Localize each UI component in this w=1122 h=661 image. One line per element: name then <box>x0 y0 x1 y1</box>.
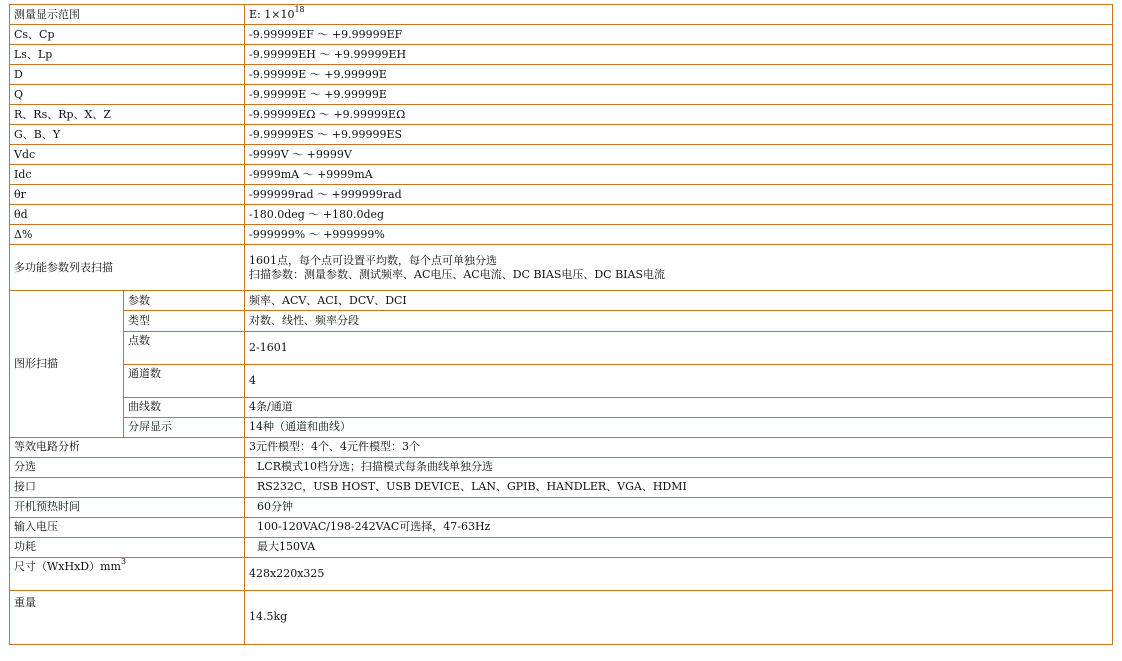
spec-row-vdc <box>10 145 1113 165</box>
spec-row-theta-d <box>10 205 1113 225</box>
sub-label: 点数 <box>124 331 245 364</box>
sub-label: 分屏显示 <box>124 417 245 437</box>
row-value <box>245 245 1113 291</box>
row-value: -9999V ～ +9999V <box>245 145 1113 165</box>
row-value <box>245 5 1113 25</box>
row-value: RS232C，USB HOST、USB DEVICE、LAN、GPIB、HANDLER、VGA、HDMI <box>245 477 1113 497</box>
sub-value: 14种（通道和曲线） <box>245 417 1113 437</box>
spec-row-graph-param <box>10 291 1113 311</box>
spec-row-equivalent-circuit <box>10 437 1113 457</box>
row-value: -999999% ～ +999999% <box>245 225 1113 245</box>
row-label: 功耗 <box>10 537 245 557</box>
row-value: 3元件模型：4个、4元件模型：3个 <box>245 437 1113 457</box>
spec-row-idc <box>10 165 1113 185</box>
row-label: Vdc <box>10 145 245 165</box>
sub-label: 通道数 <box>124 364 245 397</box>
spec-row-cs-cp <box>10 25 1113 45</box>
spec-row-weight <box>10 590 1113 644</box>
row-value: LCR模式10档分选；扫描模式每条曲线单独分选 <box>245 457 1113 477</box>
row-label: Ls、Lp <box>10 45 245 65</box>
dimensions-label: 尺寸（WxHxD）mm <box>14 559 121 573</box>
value-base: E: 1×10 <box>249 7 295 21</box>
spec-row-graph-points <box>10 331 1113 364</box>
row-value: 最大150VA <box>245 537 1113 557</box>
row-value: 100-120VAC/198-242VAC可选择，47-63Hz <box>245 517 1113 537</box>
spec-row-resistance <box>10 105 1113 125</box>
row-value: -999999rad ～ +999999rad <box>245 185 1113 205</box>
spec-row-display-range <box>10 5 1113 25</box>
row-label: 多功能参数列表扫描 <box>10 245 245 291</box>
row-value: -9.99999EH ～ +9.99999EH <box>245 45 1113 65</box>
sub-label: 参数 <box>124 291 245 311</box>
spec-row-conductance <box>10 125 1113 145</box>
row-label <box>10 557 245 590</box>
dimensions-exponent: 3 <box>121 557 127 567</box>
row-label: θr <box>10 185 245 205</box>
row-value: 428x220x325 <box>245 557 1113 590</box>
row-label: 重量 <box>10 590 245 644</box>
spec-row-graph-split <box>10 417 1113 437</box>
row-label: Δ% <box>10 225 245 245</box>
spec-row-delta-percent <box>10 225 1113 245</box>
row-value: -9.99999EF ～ +9.99999EF <box>245 25 1113 45</box>
row-value: -9.99999E ～ +9.99999E <box>245 65 1113 85</box>
sub-value: 2-1601 <box>245 331 1113 364</box>
row-value: 14.5kg <box>245 590 1113 644</box>
spec-row-list-sweep <box>10 245 1113 291</box>
spec-row-theta-r <box>10 185 1113 205</box>
spec-row-q <box>10 85 1113 105</box>
graph-scan-label: 图形扫描 <box>10 291 124 437</box>
row-value: -9.99999ES ～ +9.99999ES <box>245 125 1113 145</box>
row-value: 60分钟 <box>245 497 1113 517</box>
row-label: Q <box>10 85 245 105</box>
row-label: 开机预热时间 <box>10 497 245 517</box>
spec-row-warmup <box>10 497 1113 517</box>
row-label: 分选 <box>10 457 245 477</box>
spec-row-graph-channels <box>10 364 1113 397</box>
sub-value: 对数、线性、频率分段 <box>245 311 1113 331</box>
value-exponent: 18 <box>294 4 305 14</box>
spec-row-power <box>10 537 1113 557</box>
row-label: θd <box>10 205 245 225</box>
row-label: D <box>10 65 245 85</box>
sub-label: 曲线数 <box>124 397 245 417</box>
row-label: Cs、Cp <box>10 25 245 45</box>
row-label: 输入电压 <box>10 517 245 537</box>
row-value: -9.99999EΩ ～ +9.99999EΩ <box>245 105 1113 125</box>
value-line-1: 1601点，每个点可设置平均数，每个点可单独分选 <box>249 253 497 267</box>
sub-value: 频率、ACV、ACI、DCV、DCI <box>245 291 1113 311</box>
sub-value: 4 <box>245 364 1113 397</box>
row-label: 测量显示范围 <box>10 5 245 25</box>
spec-row-d <box>10 65 1113 85</box>
spec-table <box>9 4 1113 645</box>
spec-row-sorting <box>10 457 1113 477</box>
row-label: 等效电路分析 <box>10 437 245 457</box>
row-value: -9.99999E ～ +9.99999E <box>245 85 1113 105</box>
row-value: -9999mA ～ +9999mA <box>245 165 1113 185</box>
spec-row-graph-curves <box>10 397 1113 417</box>
sub-label: 类型 <box>124 311 245 331</box>
spec-row-graph-type <box>10 311 1113 331</box>
value-line-2: 扫描参数：测量参数、测试频率、AC电压、AC电流、DC BIAS电压、DC BIAS电流 <box>249 267 665 281</box>
spec-row-ls-lp <box>10 45 1113 65</box>
spec-row-interface <box>10 477 1113 497</box>
spec-row-dimensions <box>10 557 1113 590</box>
row-label: Idc <box>10 165 245 185</box>
row-label: R、Rs、Rp、X、Z <box>10 105 245 125</box>
row-value: -180.0deg ～ +180.0deg <box>245 205 1113 225</box>
spec-row-input-voltage <box>10 517 1113 537</box>
sub-value: 4条/通道 <box>245 397 1113 417</box>
row-label: 接口 <box>10 477 245 497</box>
row-label: G、B、Y <box>10 125 245 145</box>
